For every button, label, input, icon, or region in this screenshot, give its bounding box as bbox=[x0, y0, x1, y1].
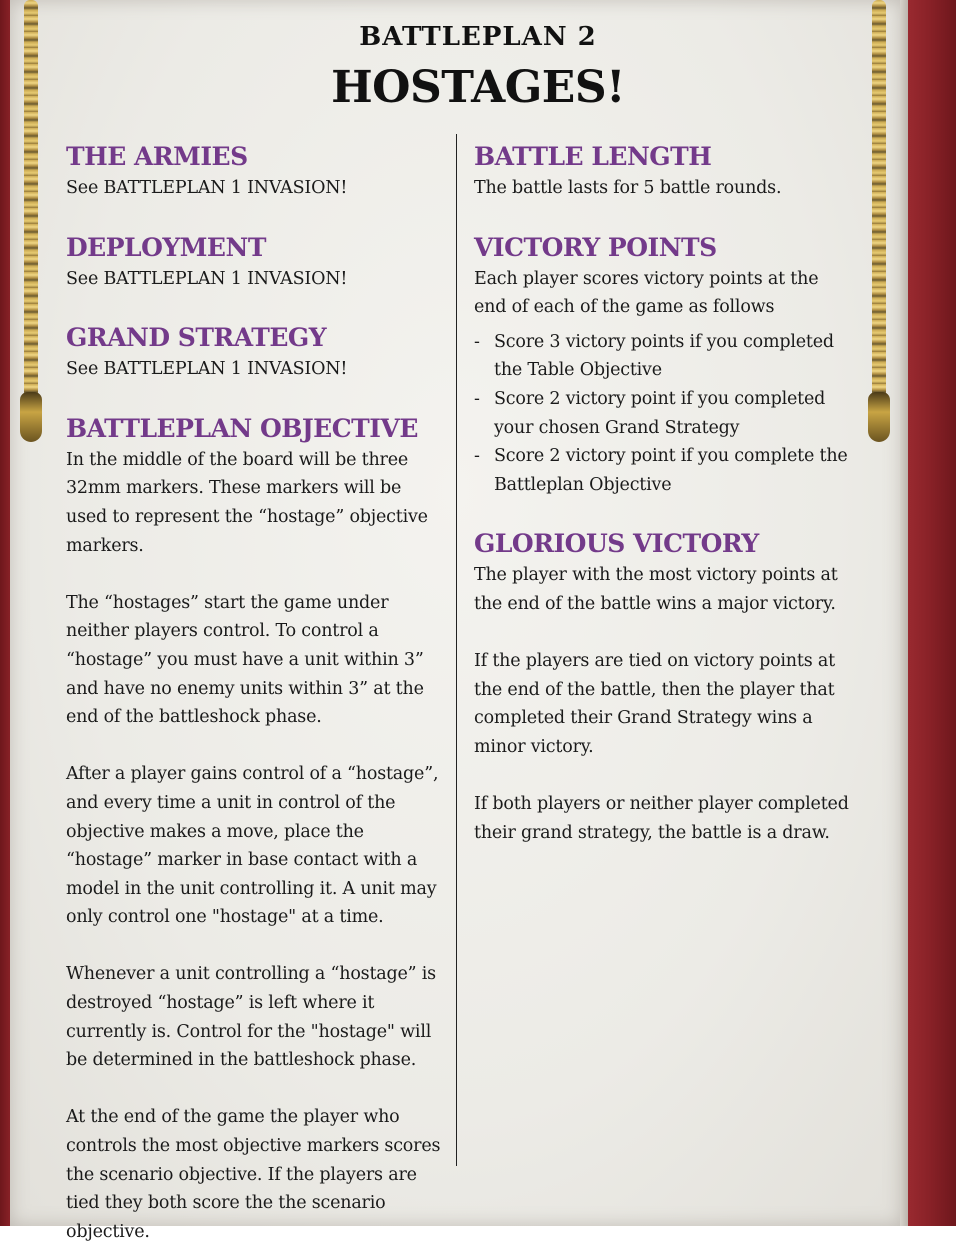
armies-text: See BATTLEPLAN 1 INVASION! bbox=[66, 178, 348, 198]
victory-points-heading: VICTORY POINTS bbox=[474, 232, 717, 262]
chain-left-end bbox=[20, 392, 42, 442]
battle-length-heading: BATTLE LENGTH bbox=[474, 142, 712, 171]
page-title: HOSTAGES! bbox=[331, 62, 625, 113]
chain-right-end bbox=[868, 392, 890, 442]
objective-paragraph-1: In the middle of the board will be three 32mm markers. These markers will be used to represent the “hostage” objective markers. bbox=[66, 449, 428, 556]
objective-paragraph-5: At the end of the game the player who controls the most objective markers scores the scenario objective. If the players are tied they both score the the scenario objective. bbox=[66, 1107, 441, 1242]
section-glorious-victory bbox=[474, 527, 854, 847]
section-victory-points bbox=[474, 231, 854, 500]
parchment-edge bbox=[900, 0, 908, 1226]
column-divider bbox=[456, 134, 457, 1166]
victory-points-list bbox=[474, 328, 854, 500]
battleplan-number: BATTLEPLAN 2 bbox=[359, 22, 597, 52]
battle-length-text: The battle lasts for 5 battle rounds. bbox=[474, 178, 782, 198]
section-grand-strategy bbox=[66, 321, 446, 384]
section-armies bbox=[66, 140, 446, 203]
section-battleplan-objective bbox=[66, 412, 446, 1246]
deployment-text: See BATTLEPLAN 1 INVASION! bbox=[66, 268, 348, 289]
objective-heading: BATTLEPLAN OBJECTIVE bbox=[66, 413, 418, 443]
glorious-victory-heading: GLORIOUS VICTORY bbox=[474, 529, 759, 559]
list-item: - Score 2 victory point if you completed your chosen Grand Strategy bbox=[474, 385, 854, 442]
victory-points-intro: Each player scores victory points at the end of each of the game as follows bbox=[474, 268, 819, 318]
list-item: - Score 2 victory point if you complete the Battleplan Objective bbox=[474, 442, 854, 499]
objective-paragraph-3: After a player gains control of a “hostage”, and every time a unit in control of the objective makes a move, place the “hostage” marker in base contact with a model in the unit controlling it. A unit may only control one "hostage" at a time. bbox=[66, 764, 439, 928]
armies-heading: THE ARMIES bbox=[66, 142, 248, 171]
section-deployment bbox=[66, 231, 446, 294]
section-battle-length bbox=[474, 140, 854, 203]
grand-strategy-heading: GRAND STRATEGY bbox=[66, 323, 327, 353]
left-column bbox=[66, 140, 446, 1246]
grand-strategy-text: See BATTLEPLAN 1 INVASION! bbox=[66, 359, 348, 380]
list-item: - Score 3 victory points if you completed the Table Objective bbox=[474, 328, 854, 385]
glorious-victory-paragraph-2: If the players are tied on victory points at the end of the battle, then the player that completed their Grand Strategy wins a minor victory. bbox=[474, 651, 835, 757]
deployment-heading: DEPLOYMENT bbox=[66, 232, 266, 262]
glorious-victory-paragraph-1: The player with the most victory points at the end of the battle wins a major victory. bbox=[474, 565, 838, 614]
objective-paragraph-2: The “hostages” start the game under neither players control. To control a “hostage” you must have a unit within 3” and have no enemy units within 3” at the end of the battleshock phase. bbox=[66, 592, 424, 728]
glorious-victory-paragraph-3: If both players or neither player completed their grand strategy, the battle is a draw. bbox=[474, 794, 849, 843]
right-column bbox=[474, 140, 854, 847]
objective-paragraph-4: Whenever a unit controlling a “hostage” is destroyed “hostage” is left where it currently is. Control for the "hostage" will be determined in the battleshock phase. bbox=[66, 964, 436, 1071]
